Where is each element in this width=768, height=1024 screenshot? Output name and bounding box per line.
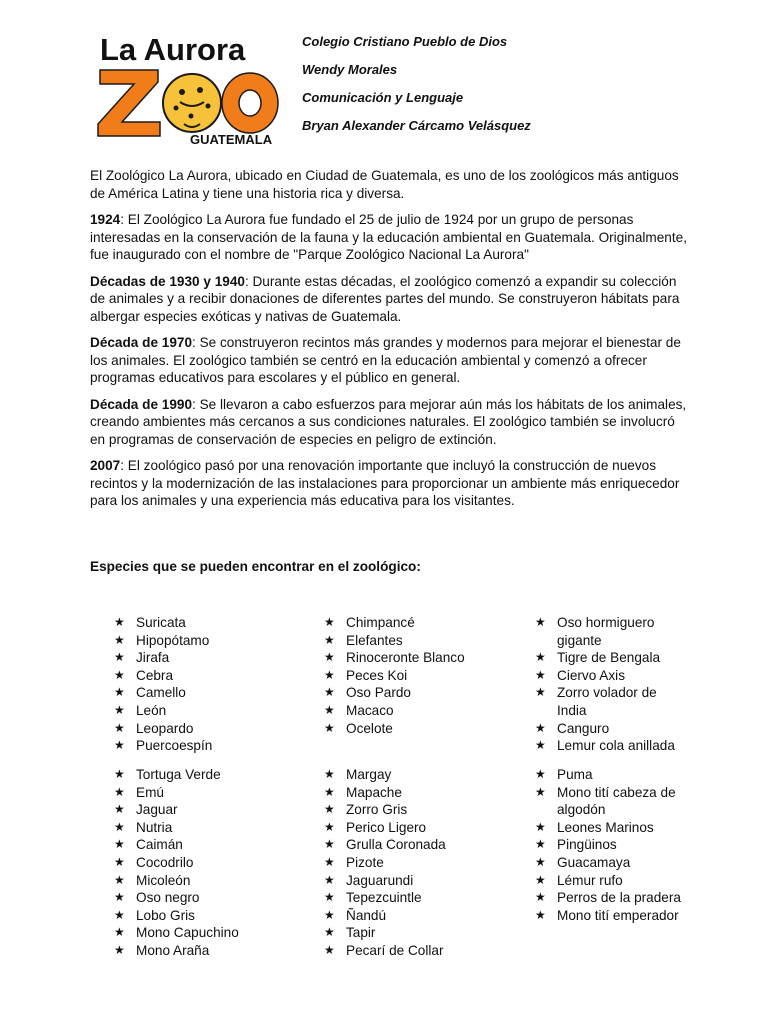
species-item (114, 836, 239, 854)
species-item (535, 737, 685, 755)
species-name: Jaguarundi (346, 872, 414, 888)
species-heading: Especies que se pueden encontrar en el zoológico: (90, 559, 421, 574)
species-name: Ñandú (346, 907, 387, 923)
species-item (114, 766, 239, 784)
star-bullet-icon: ★ (535, 784, 546, 799)
species-item (535, 872, 685, 890)
species-name: Rinoceronte Blanco (346, 650, 465, 666)
species-name: Peces Koi (346, 667, 408, 683)
species-item (114, 872, 239, 890)
species-item (324, 889, 446, 907)
star-bullet-icon: ★ (324, 720, 335, 735)
history-text: : Se llevaron a cabo esfuerzos para mejorar aún más los hábitats de los animales, creando ambientes más cercanos a sus condiciones naturales. El zoológico también se involucró en programas de conservación de especies en peligro de extinción. (90, 396, 687, 447)
star-bullet-icon: ★ (324, 925, 335, 940)
species-item (535, 649, 685, 667)
star-bullet-icon: ★ (324, 615, 335, 629)
star-bullet-icon: ★ (324, 942, 335, 957)
species-item (114, 702, 212, 720)
species-list (114, 614, 212, 755)
species-name: Ocelote (346, 720, 393, 736)
species-item (535, 889, 685, 907)
species-name: Elefantes (346, 632, 403, 648)
star-bullet-icon: ★ (324, 667, 335, 682)
species-item (324, 924, 446, 942)
species-name: Pingüinos (557, 837, 617, 853)
history-paragraph (90, 334, 690, 387)
species-name: Hipopótamo (136, 632, 210, 648)
history-text: : El Zoológico La Aurora fue fundado el 25 de julio de 1924 por un grupo de personas interesadas en la conservación de la fauna y la educación ambiental en Guatemala. Originalmente, fue inaugurado con el nombre de "Parque Zoológico Nacional La Aurora" (90, 212, 687, 262)
species-item (114, 907, 239, 925)
species-item (324, 614, 465, 632)
species-name: Tigre de Bengala (557, 650, 661, 666)
species-list (114, 766, 239, 960)
species-name: León (136, 702, 167, 718)
species-item (535, 854, 685, 872)
species-item (114, 942, 239, 960)
species-name: Perico Ligero (346, 819, 427, 835)
history-label: Décadas de 1930 y 1940 (90, 273, 245, 289)
species-item (324, 649, 465, 667)
star-bullet-icon: ★ (324, 802, 335, 817)
species-name: Camello (136, 685, 186, 701)
document-body (90, 167, 690, 519)
logo-z-shape (98, 70, 160, 136)
species-item (535, 836, 685, 854)
species-list (535, 614, 685, 755)
species-name: Margay (346, 767, 392, 782)
species-name: Jirafa (136, 650, 170, 666)
species-name: Macaco (346, 702, 394, 718)
star-bullet-icon: ★ (114, 685, 125, 700)
star-bullet-icon: ★ (114, 819, 125, 834)
species-name: Tepezcuintle (346, 890, 422, 906)
species-name: Cebra (136, 667, 174, 683)
species-name: Mono Araña (136, 942, 210, 958)
species-name: Suricata (136, 615, 186, 630)
star-bullet-icon: ★ (535, 854, 546, 869)
species-item (324, 942, 446, 960)
header-school: Colegio Cristiano Pueblo de Dios (302, 34, 508, 49)
star-bullet-icon: ★ (324, 854, 335, 869)
species-item (114, 667, 212, 685)
intro-paragraph: El Zoológico La Aurora, ubicado en Ciudad de Guatemala, es uno de los zoológicos más antiguos de América Latina y tiene una historia rica y diversa. (90, 168, 679, 201)
species-item (324, 836, 446, 854)
header-subject: Comunicación y Lenguaje (302, 90, 464, 105)
species-name: Tortuga Verde (136, 767, 221, 782)
species-name: Oso negro (136, 890, 200, 906)
species-name: Zorro volador de India (557, 685, 657, 718)
species-item (324, 766, 446, 784)
species-name: Canguro (557, 720, 610, 736)
species-item (324, 819, 446, 837)
species-name: Lémur rufo (557, 872, 623, 888)
history-label: 1924 (90, 212, 121, 227)
star-bullet-icon: ★ (114, 784, 125, 799)
species-item (535, 907, 685, 925)
star-bullet-icon: ★ (535, 685, 546, 700)
species-item (114, 649, 212, 667)
species-name: Leopardo (136, 720, 194, 736)
jaguar-icon (163, 74, 221, 132)
history-paragraph (90, 211, 690, 264)
star-bullet-icon: ★ (535, 738, 546, 753)
history-label: 2007 (90, 458, 121, 473)
history-paragraph (90, 273, 690, 326)
species-name: Tapir (346, 925, 376, 941)
star-bullet-icon: ★ (324, 767, 335, 781)
zoo-logo-graphic (96, 30, 282, 148)
star-bullet-icon: ★ (114, 632, 125, 647)
species-name: Caimán (136, 837, 183, 853)
species-item (324, 854, 446, 872)
star-bullet-icon: ★ (114, 720, 125, 735)
star-bullet-icon: ★ (114, 890, 125, 905)
star-bullet-icon: ★ (114, 650, 125, 665)
header-teacher: Wendy Morales (302, 62, 398, 77)
species-item (114, 784, 239, 802)
star-bullet-icon: ★ (114, 837, 125, 852)
star-bullet-icon: ★ (535, 907, 546, 922)
species-name: Lemur cola anillada (557, 738, 675, 754)
species-item (324, 784, 446, 802)
species-name: Mono tití cabeza de algodón (557, 784, 676, 818)
star-bullet-icon: ★ (114, 907, 125, 922)
species-name: Oso hormiguero gigante (557, 615, 655, 648)
species-name: Jaguar (136, 802, 178, 818)
star-bullet-icon: ★ (324, 837, 335, 852)
history-paragraph (90, 396, 690, 449)
species-item (535, 784, 685, 819)
species-item (324, 632, 465, 650)
header-student: Bryan Alexander Cárcamo Velásquez (302, 118, 531, 133)
species-name: Micoleón (136, 872, 191, 888)
logo-title: La Aurora (100, 32, 246, 67)
species-name: Cocodrilo (136, 854, 194, 870)
species-item (114, 889, 239, 907)
species-name: Puercoespín (136, 738, 213, 754)
star-bullet-icon: ★ (535, 767, 546, 781)
species-name: Nutria (136, 819, 173, 835)
star-bullet-icon: ★ (535, 720, 546, 735)
star-bullet-icon: ★ (114, 802, 125, 817)
species-item (114, 801, 239, 819)
species-item (114, 632, 212, 650)
species-item (535, 667, 685, 685)
species-name: Mapache (346, 784, 402, 800)
species-name: Guacamaya (557, 854, 631, 870)
species-list (324, 614, 465, 737)
star-bullet-icon: ★ (324, 890, 335, 905)
species-name: Oso Pardo (346, 685, 411, 701)
star-bullet-icon: ★ (324, 632, 335, 647)
star-bullet-icon: ★ (324, 872, 335, 887)
history-text: : Se construyeron recintos más grandes y modernos para mejorar el bienestar de los animales. El zoológico también se centró en la educación ambiental y comenzó a ofrecer programas educativos para escolares y el público en general. (90, 335, 681, 385)
star-bullet-icon: ★ (324, 650, 335, 665)
star-bullet-icon: ★ (114, 854, 125, 869)
species-item (324, 702, 465, 720)
star-bullet-icon: ★ (324, 907, 335, 922)
species-name: Pizote (346, 854, 384, 870)
document-header (302, 28, 531, 140)
star-bullet-icon: ★ (114, 925, 125, 940)
species-item (114, 614, 212, 632)
species-item (324, 684, 465, 702)
star-bullet-icon: ★ (535, 890, 546, 905)
species-item (114, 854, 239, 872)
history-label: Década de 1970 (90, 335, 193, 350)
star-bullet-icon: ★ (535, 615, 546, 629)
species-name: Ciervo Axis (557, 667, 625, 683)
star-bullet-icon: ★ (114, 702, 125, 717)
species-item (324, 667, 465, 685)
species-name: Lobo Gris (136, 907, 195, 923)
species-list (535, 766, 685, 924)
species-item (324, 801, 446, 819)
star-bullet-icon: ★ (535, 872, 546, 887)
species-name: Mono tití emperador (557, 907, 679, 923)
history-text: : Durante estas décadas, el zoológico comenzó a expandir su colección de animales y a recibir donaciones de diferentes partes del mundo. Se construyeron hábitats para albergar especies exóticas y nativas de Guatemala. (90, 273, 680, 324)
species-item (114, 720, 212, 738)
star-bullet-icon: ★ (114, 872, 125, 887)
star-bullet-icon: ★ (535, 837, 546, 852)
star-bullet-icon: ★ (535, 650, 546, 665)
history-text: : El zoológico pasó por una renovación importante que incluyó la construcción de nuevos recintos y la modernización de las instalaciones para proporcionar un ambiente más enriquecedor para los animales y una experiencia más educativa para los visitantes. (90, 458, 680, 508)
star-bullet-icon: ★ (324, 784, 335, 799)
star-bullet-icon: ★ (535, 667, 546, 682)
species-item (535, 766, 685, 784)
species-name: Zorro Gris (346, 802, 408, 818)
species-name: Mono Capuchino (136, 925, 239, 941)
species-name: Emú (136, 784, 164, 800)
species-list (324, 766, 446, 960)
logo-subtitle: GUATEMALA (190, 132, 273, 147)
species-name: Grulla Coronada (346, 837, 446, 853)
history-label: Década de 1990 (90, 396, 193, 412)
species-item (114, 737, 212, 755)
species-name: Leones Marinos (557, 819, 654, 835)
species-item (114, 924, 239, 942)
star-bullet-icon: ★ (114, 667, 125, 682)
star-bullet-icon: ★ (535, 819, 546, 834)
species-item (324, 720, 465, 738)
species-name: Puma (557, 767, 593, 782)
star-bullet-icon: ★ (324, 685, 335, 700)
star-bullet-icon: ★ (114, 615, 125, 629)
species-name: Perros de la pradera (557, 890, 681, 906)
species-name: Pecarí de Collar (346, 942, 444, 958)
history-paragraph (90, 457, 690, 510)
species-item (114, 819, 239, 837)
star-bullet-icon: ★ (114, 767, 125, 781)
species-item (114, 684, 212, 702)
species-item (535, 819, 685, 837)
species-item (535, 684, 685, 719)
star-bullet-icon: ★ (324, 702, 335, 717)
zoo-logo (96, 30, 282, 148)
star-bullet-icon: ★ (324, 819, 335, 834)
species-item (535, 614, 685, 649)
species-item (324, 872, 446, 890)
star-bullet-icon: ★ (114, 738, 125, 753)
species-name: Chimpancé (346, 615, 415, 630)
species-item (324, 907, 446, 925)
species-item (535, 720, 685, 738)
star-bullet-icon: ★ (114, 942, 125, 957)
